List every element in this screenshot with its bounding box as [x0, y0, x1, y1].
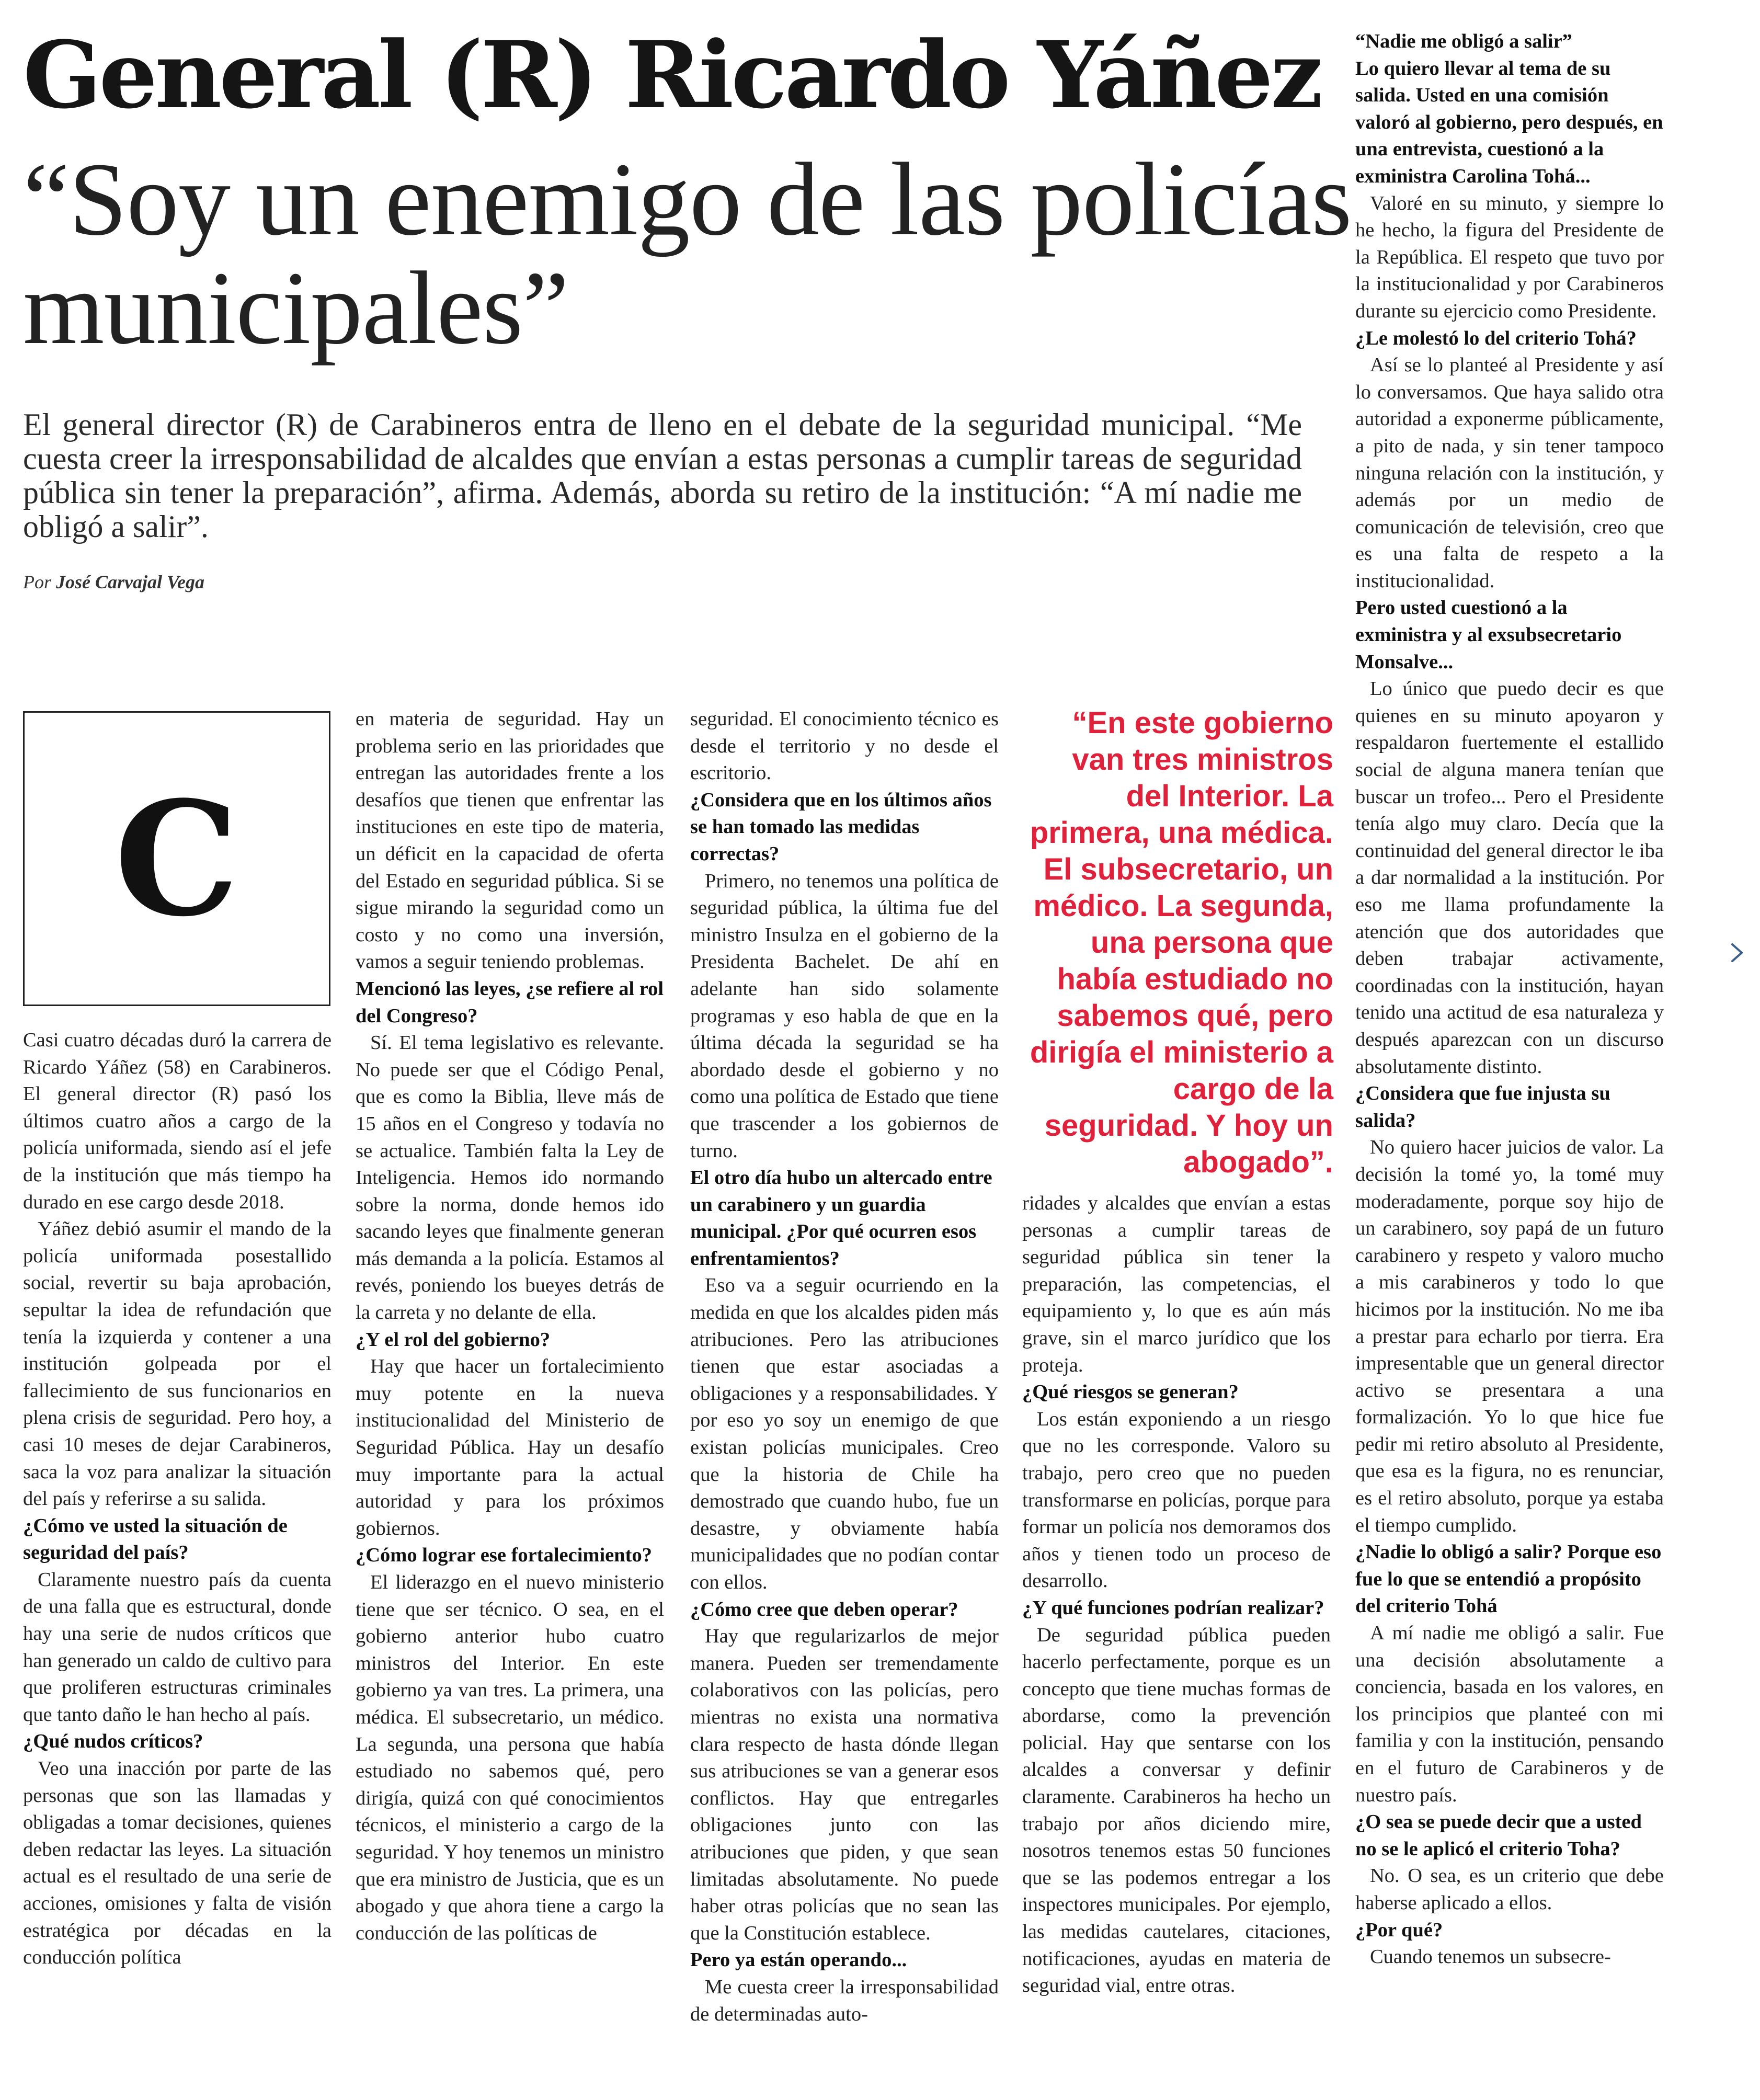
article-column-2 [356, 706, 664, 1947]
question: ¿Cómo ve usted la situación de seguridad del país? [23, 1514, 288, 1564]
byline [23, 571, 204, 593]
answer: Lo único que puedo decir es que quienes en su minuto apoyaron y respaldaron fuertemente el estallido social de alguna manera tenían que buscar un trofeo... Pero el Presidente tenía algo muy claro. Decía que la continuidad del general director le iba a dar normalidad a la institución. Por eso me llama profundamente la atención que dos autoridades que deben trabajar activamente, coordinadas con la institución, hayan tenido una actitud de esa naturaleza y después aparezcan con un discurso absolutamente distinto. [1355, 678, 1664, 1078]
paragraph: Casi cuatro décadas duró la carrera de Ricardo Yáñez (58) en Carabineros. El general director (R) pasó los últimos cuatro años a cargo de la policía uniformada, siendo así el jefe de la institución que más tiempo ha durado en ese cargo desde 2018. [23, 1029, 332, 1213]
answer: El liderazgo en el nuevo ministerio tiene que ser técnico. O sea, en el gobierno anterior hubo cuatro ministros del Interior. En este gobierno ya van tres. La primera, una médica. El subsecretario, un médico. La segunda, una persona que había estudiado no sabemos qué, pero dirigía, quizá con qué conocimientos técnicos, el ministerio a cargo de la seguridad. Y hoy tenemos un ministro que era ministro de Justicia, que es un abogado y que ahora tiene a cargo la conducción de las políticas de [356, 1571, 664, 1944]
paragraph: seguridad. El conocimiento técnico es desde el territorio y no desde el escritorio. [690, 708, 999, 784]
question: ¿Considera que en los últimos años se han tomado las medidas correctas? [690, 789, 992, 865]
paragraph: ridades y alcaldes que envían a estas personas a cumplir tareas de seguridad pública sin tener la preparación, las competencias, el equipamiento y, lo que es aún más grave, sin el marco jurídico que los proteja. [1022, 1192, 1331, 1376]
question: ¿Nadie lo obligó a salir? Porque eso fue lo que se entendió a propósito del criterio Tohá [1355, 1541, 1662, 1617]
chevron-right-icon[interactable] [1725, 941, 1748, 964]
quote-title: “Soy un enemigo de las policías municipales” [23, 142, 1352, 366]
answer: Hay que hacer un fortalecimiento muy potente en la nueva institucionalidad del Ministerio de Seguridad Pública. Hay un desafío muy importante para la actual autoridad y para los próximos gobiernos. [356, 1355, 664, 1539]
question: El otro día hubo un altercado entre un carabinero y un guardia municipal. ¿Por qué ocurren esos enfrentamientos? [690, 1167, 992, 1270]
paragraph: en materia de seguridad. Hay un problema serio en las prioridades que entregan las autoridades frente a los desafíos que tienen que enfrentar las instituciones en este tipo de materia, un déficit en la capacidad de oferta del Estado en seguridad pública. Si se sigue mirando la seguridad como un costo y no como una inversión, vamos a seguir teniendo problemas. [356, 708, 664, 973]
byline-prefix: Por [23, 572, 51, 592]
question: ¿Cómo cree que deben operar? [690, 1598, 958, 1620]
question: ¿Por qué? [1355, 1919, 1443, 1941]
article-column-1 [23, 1027, 332, 1971]
answer: De seguridad pública pueden hacerlo perfectamente, porque es un concepto que tiene muchas formas de abordarse, como la prevención policial. Hay que sentarse con los alcaldes a conversar y definir claramente. Carabineros ha hecho un trabajo por años diciendo mire, nosotros tenemos estas 50 funciones que se las podemos entregar a los inspectores municipales. Por ejemplo, las medidas cautelares, citaciones, notificaciones, ayudas en materia de seguridad vial, entre otras. [1022, 1624, 1331, 1997]
answer: No. O sea, es un criterio que debe haberse aplicado a ellos. [1355, 1865, 1664, 1914]
byline-author: José Carvajal Vega [56, 572, 204, 592]
question: ¿Cómo lograr ese fortalecimiento? [356, 1544, 652, 1567]
answer: A mí nadie me obligó a salir. Fue una decisión absolutamente a conciencia, basada en los valores, en los principios que planteé con mi familia y con la institución, pensando en el futuro de Carabineros y de nuestro país. [1355, 1622, 1664, 1806]
deck: El general director (R) de Carabineros entra de lleno en el debate de la seguridad municipal. “Me cuesta creer la irresponsabilidad de alcaldes que envían a estas personas a cumplir tareas de seguridad pública sin tener la preparación”, afirma. Además, aborda su retiro de la institución: “A mí nadie me obligó a salir”. [23, 407, 1302, 544]
question: ¿Considera que fue injusta su salida? [1355, 1082, 1610, 1132]
article-column-3 [690, 706, 999, 2028]
answer: Primero, no tenemos una política de seguridad pública, la última fue del ministro Insulza en el gobierno de la Presidenta Bachelet. De ahí en adelante han sido solamente programas y eso habla de que en la última década la seguridad se ha abordado desde el gobierno y no como una política de Estado que tiene que trascender a los gobiernos de turno. [690, 870, 999, 1162]
question: ¿Y el rol del gobierno? [356, 1328, 551, 1351]
question: ¿Qué riesgos se generan? [1022, 1381, 1239, 1403]
question: Pero ya están operando... [690, 1949, 907, 1971]
answer: Veo una inacción por parte de las personas que son las llamadas y obligadas a tomar decisiones, quienes deben redactar las leyes. La situación actual es el resultado de una serie de acciones, omisiones y falta de visión estratégica por décadas en la conducción política [23, 1757, 332, 1969]
article-column-4 [1022, 1190, 1331, 2000]
pullquote: “En este gobierno van tres ministros del Interior. La primera, una médica. El subsecretario, un médico. La segunda, una persona que había estudiado no sabemos qué, pero dirigía el ministerio a cargo de la seguridad. Y hoy un abogado”. [1030, 706, 1333, 1179]
dropcap-letter: C [114, 766, 239, 951]
answer: Los están exponiendo a un riesgo que no les corresponde. Valoro su trabajo, pero creo que no pueden transformarse en policías, porque para formar un policía nos demoramos dos años y tienen todo un proceso de desarrollo. [1022, 1408, 1331, 1592]
headline: General (R) Ricardo Yáñez [23, 21, 1320, 129]
question: ¿Y qué funciones podrían realizar? [1022, 1596, 1324, 1619]
section-heading: “Nadie me obligó a salir” [1355, 30, 1572, 52]
question: Pero usted cuestionó a la exministra y al exsubsecretario Monsalve... [1355, 597, 1622, 673]
question: ¿O sea se puede decir que a usted no se le aplicó el criterio Toha? [1355, 1811, 1642, 1860]
answer: Hay que regularizarlos de mejor manera. Pueden ser tremendamente colaborativos con las policías, pero mientras no exista una normativa clara respecto de hasta dónde llegan sus atribuciones se van a generar esos conflictos. Hay que entregarles obligaciones junto con las atribuciones que piden, y que sean limitadas absolutamente. No puede haber otras policías que no sean las que la Constitución establece. [690, 1625, 999, 1944]
answer: Cuando tenemos un subsecre- [1370, 1946, 1611, 1968]
question: Mencionó las leyes, ¿se refiere al rol del Congreso? [356, 977, 664, 1027]
answer: Eso va a seguir ocurriendo en la medida en que los alcaldes piden más atribuciones. Pero las atribuciones tienen que estar asociadas a obligaciones y a responsabilidades. Y por eso yo soy un enemigo de que existan policías municipales. Creo que la historia de Chile ha demostrado que cuando hubo, fue un desastre, y obviamente había municipalidades que no podían contar con ellos. [690, 1274, 999, 1593]
answer: Claramente nuestro país da cuenta de una falla que es estructural, donde hay una serie de nudos críticos que han generado un caldo de cultivo para que proliferen estructuras criminales que tanto daño le han hecho al país. [23, 1568, 332, 1726]
answer: Me cuesta creer la irresponsabilidad de determinadas auto- [690, 1976, 999, 2025]
answer: Así se lo planteé al Presidente y así lo conversamos. Que haya salido otra autoridad a exponerme públicamente, a pito de nada, y sin tener tampoco ninguna relación con la institución, y además por un medio de comunicación de televisión, creo que es una falta de respeto a la institucionalidad. [1355, 354, 1664, 592]
dropcap-box [23, 711, 330, 1006]
answer: No quiero hacer juicios de valor. La decisión la tomé yo, la tomé muy moderadamente, porque soy hijo de un carabinero, soy papá de un futuro carabinero y respeto y valoro mucho a mis carabineros y todo lo que hicimos por la institución. No me iba a prestar para echarlo por tierra. Era impresentable que un general director activo se presentara a una formalización. Yo lo que hice fue pedir mi retiro absoluto al Presidente, que esa es la figura, no es renunciar, es el retiro absoluto, porque ya estaba el tiempo cumplido. [1355, 1136, 1664, 1536]
question: ¿Le molestó lo del criterio Tohá? [1355, 327, 1637, 349]
question: ¿Qué nudos críticos? [23, 1730, 203, 1753]
answer: Valoré en su minuto, y siempre lo he hecho, la figura del Presidente de la República. El respeto que tuvo por la institucionalidad y por Carabineros durante su ejercicio como Presidente. [1355, 192, 1664, 322]
question: Lo quiero llevar al tema de su salida. Usted en una comisión valoró al gobierno, pero después, en una entrevista, cuestionó a la exministra Carolina Tohá... [1355, 57, 1663, 187]
paragraph: Yáñez debió asumir el mando de la policía uniformada posestallido social, revertir su baja aprobación, sepultar la idea de refundación que tenía la izquierda y contener a una institución golpeada por el fallecimiento de sus funcionarios en plena crisis de seguridad. Pero hoy, a casi 10 meses de dejar Carabineros, saca la voz para analizar la situación del país y referirse a su salida. [23, 1218, 332, 1510]
answer: Sí. El tema legislativo es relevante. No puede ser que el Código Penal, que es como la Biblia, lleve más de 15 años en el Congreso y todavía no se actualice. También falta la Ley de Inteligencia. Hemos ido normando sobre la norma, donde hemos ido sacando leyes que finalmente generan más demanda a la policía. Estamos al revés, poniendo los bueyes detrás de la carreta y no delante de ella. [356, 1032, 664, 1324]
article-column-5 [1355, 28, 1664, 1971]
